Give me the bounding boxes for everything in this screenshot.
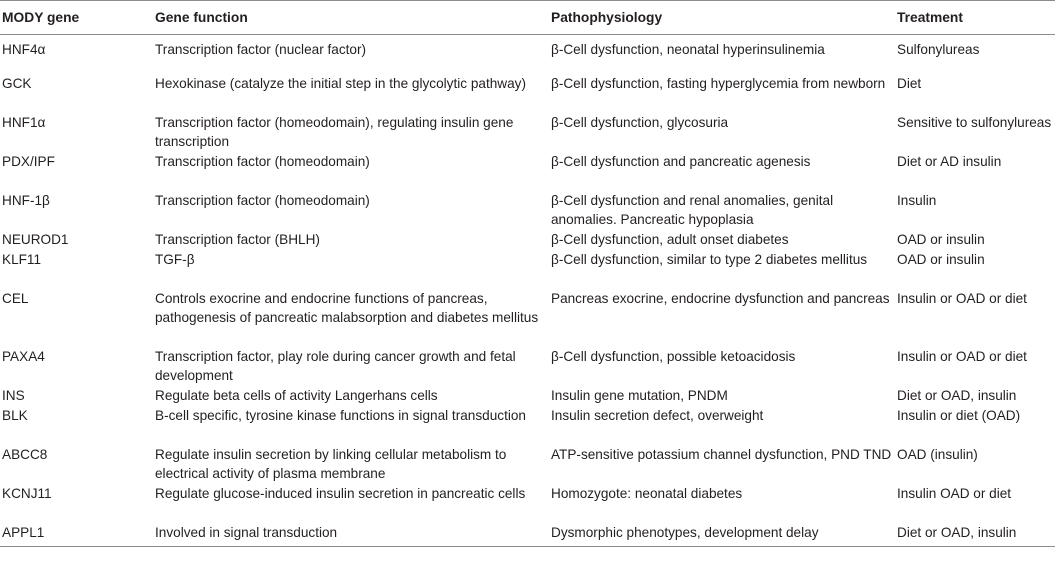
cell-pathophysiology: Insulin gene mutation, PNDM [551, 387, 728, 403]
table-row [0, 191, 1055, 230]
cell-pathophysiology: Insulin secretion defect, overweight [551, 407, 764, 423]
cell-treatment: Insulin [897, 192, 937, 208]
table-row [0, 289, 1055, 347]
cell-function: Regulate insulin secretion by linking cellular metabolism to electrical activity of plasma membrane [155, 446, 507, 481]
header-mody-gene: MODY gene [2, 9, 80, 25]
table-row [0, 230, 1055, 250]
cell-gene: HNF4α [2, 42, 46, 57]
cell-treatment: Insulin or diet (OAD) [897, 407, 1021, 423]
table-row [0, 484, 1055, 523]
cell-function: Transcription factor, play role during cancer growth and fetal development [155, 348, 516, 383]
cell-pathophysiology: β-Cell dysfunction and renal anomalies, genital anomalies. Pancreatic hypoplasia [551, 192, 834, 227]
table-row [0, 386, 1055, 406]
cell-pathophysiology: β-Cell dysfunction, possible ketoacidosis [551, 348, 796, 364]
table-row [0, 152, 1055, 191]
cell-gene: HNF-1β [2, 192, 50, 208]
table-row [0, 113, 1055, 152]
cell-treatment: OAD (insulin) [897, 446, 978, 462]
cell-function: Transcription factor (homeodomain), regulating insulin gene transcription [155, 114, 514, 149]
cell-gene: HNF1α [2, 114, 46, 130]
cell-function: B-cell specific, tyrosine kinase functions in signal transduction [155, 407, 526, 423]
header-pathophysiology: Pathophysiology [551, 9, 663, 25]
table-row [0, 523, 1055, 547]
cell-gene: BLK [2, 407, 28, 423]
cell-function: Controls exocrine and endocrine functions of pancreas, pathogenesis of pancreatic malabsorption and diabetes mellitus [155, 290, 539, 325]
cell-gene: INS [2, 387, 25, 403]
cell-gene: ABCC8 [2, 446, 48, 462]
table-header-row [0, 1, 1055, 35]
cell-function: Involved in signal transduction [155, 524, 338, 540]
cell-gene: KLF11 [2, 251, 42, 267]
cell-function: Transcription factor (homeodomain) [155, 153, 370, 169]
cell-pathophysiology: β-Cell dysfunction, similar to type 2 diabetes mellitus [551, 251, 868, 267]
cell-treatment: Insulin OAD or diet [897, 485, 1012, 501]
cell-treatment: Insulin or OAD or diet [897, 290, 1027, 306]
cell-treatment: Diet [897, 75, 922, 91]
table-row [0, 250, 1055, 289]
cell-pathophysiology: β-Cell dysfunction, glycosuria [551, 114, 729, 130]
table-row [0, 445, 1055, 484]
table-body [0, 35, 1055, 547]
cell-function: Hexokinase (catalyze the initial step in the glycolytic pathway) [155, 75, 526, 91]
cell-function: Transcription factor (homeodomain) [155, 192, 370, 208]
cell-gene: NEUROD1 [2, 231, 69, 247]
table-row [0, 35, 1055, 74]
cell-treatment: Insulin or OAD or diet [897, 348, 1027, 364]
cell-function: Regulate beta cells of activity Langerhans cells [155, 387, 438, 403]
cell-function: Transcription factor (BHLH) [155, 231, 320, 247]
cell-pathophysiology: Dysmorphic phenotypes, development delay [551, 524, 819, 540]
cell-pathophysiology: β-Cell dysfunction, neonatal hyperinsulinemia [551, 42, 825, 57]
cell-gene: CEL [2, 290, 29, 306]
cell-pathophysiology: Homozygote: neonatal diabetes [551, 485, 743, 501]
cell-pathophysiology: ATP-sensitive potassium channel dysfunction, PND TND [551, 446, 892, 462]
cell-function: Regulate glucose-induced insulin secretion in pancreatic cells [155, 485, 526, 501]
cell-gene: PAXA4 [2, 348, 45, 364]
cell-gene: PDX/IPF [2, 153, 55, 169]
table-row [0, 406, 1055, 445]
cell-pathophysiology: β-Cell dysfunction, fasting hyperglycemia from newborn [551, 75, 886, 91]
cell-gene: KCNJ11 [2, 485, 52, 501]
cell-function: Transcription factor (nuclear factor) [155, 42, 367, 57]
cell-treatment: Sensitive to sulfonylureas [897, 114, 1052, 130]
cell-pathophysiology: β-Cell dysfunction and pancreatic agenesis [551, 153, 811, 169]
cell-treatment: Sulfonylureas [897, 42, 980, 57]
cell-treatment: Diet or AD insulin [897, 153, 1002, 169]
cell-function: TGF-β [155, 251, 195, 267]
cell-treatment: Diet or OAD, insulin [897, 387, 1017, 403]
table-row [0, 74, 1055, 113]
cell-treatment: OAD or insulin [897, 231, 985, 247]
table-row [0, 347, 1055, 386]
header-treatment: Treatment [897, 9, 963, 25]
cell-gene: GCK [2, 75, 32, 91]
cell-pathophysiology: β-Cell dysfunction, adult onset diabetes [551, 231, 789, 247]
cell-treatment: Diet or OAD, insulin [897, 524, 1017, 540]
header-gene-function: Gene function [155, 9, 248, 25]
cell-gene: APPL1 [2, 524, 45, 540]
cell-treatment: OAD or insulin [897, 251, 985, 267]
cell-pathophysiology: Pancreas exocrine, endocrine dysfunction and pancreas [551, 290, 890, 306]
